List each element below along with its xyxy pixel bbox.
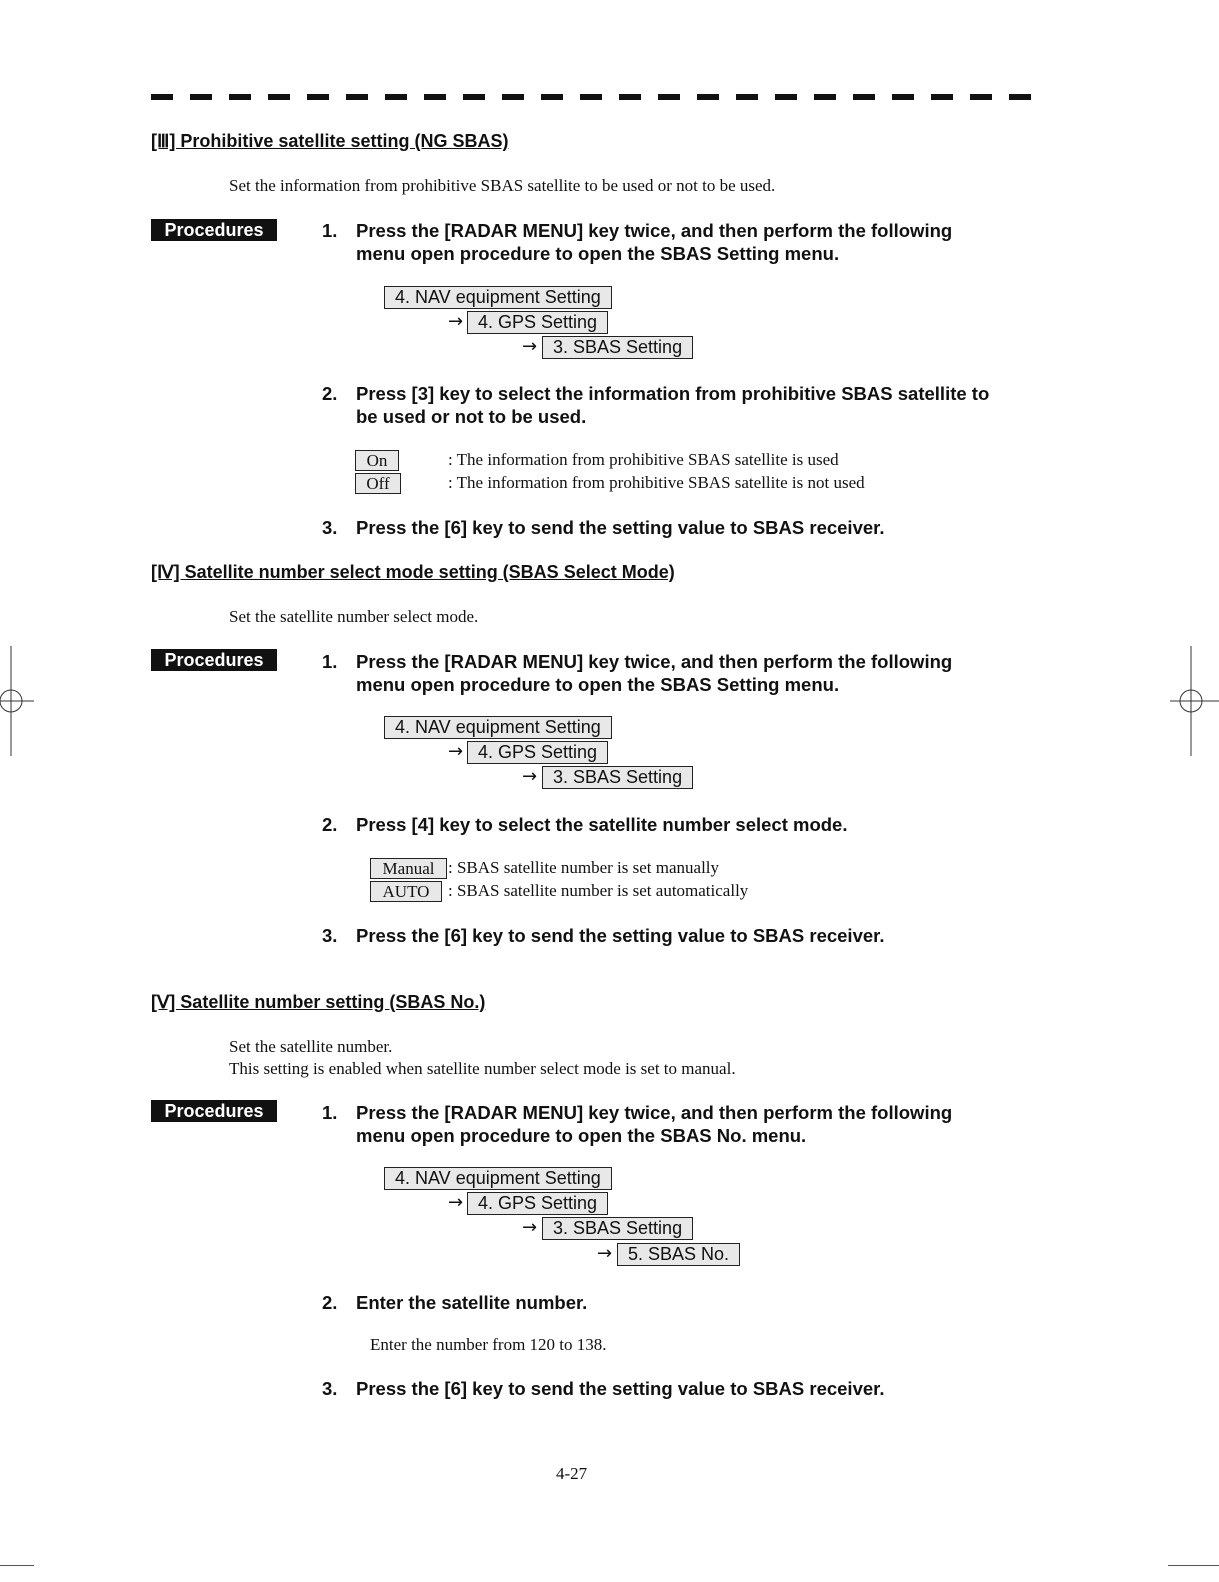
arrow-icon: → xyxy=(522,1217,538,1238)
step-text: Press the [RADAR MENU] key twice, and then perform the following xyxy=(356,220,953,241)
section-description: Set the satellite number. xyxy=(229,1037,393,1056)
step-number: 3. xyxy=(322,517,338,538)
menu-box-nav-equipment: 4. NAV equipment Setting xyxy=(384,1167,612,1190)
step-text: Press the [6] key to send the setting value to SBAS receiver. xyxy=(356,517,885,538)
registration-mark-left xyxy=(0,646,36,756)
crop-mark-bottom-right xyxy=(1168,1565,1219,1566)
menu-box-sbas-setting: 3. SBAS Setting xyxy=(542,766,693,789)
option-description: : SBAS satellite number is set manually xyxy=(448,858,720,877)
option-description: : SBAS satellite number is set automatically xyxy=(448,881,749,900)
procedure-step xyxy=(322,219,1042,265)
step-text: Press the [6] key to send the setting value to SBAS receiver. xyxy=(356,925,885,946)
arrow-icon: → xyxy=(448,1192,464,1213)
step-text: Press [3] key to select the information from prohibitive SBAS satellite to xyxy=(356,383,990,404)
top-dashed-divider xyxy=(151,94,1031,100)
procedure-step xyxy=(322,813,1042,836)
step-text: be used or not to be used. xyxy=(356,406,587,427)
crop-mark-bottom-left xyxy=(0,1565,34,1566)
section-heading: [Ⅴ] Satellite number setting (SBAS No.) xyxy=(151,992,486,1012)
arrow-icon: → xyxy=(597,1243,613,1264)
menu-box-gps-setting: 4. GPS Setting xyxy=(467,1192,608,1215)
arrow-icon: → xyxy=(522,766,538,787)
step-text: Enter the satellite number. xyxy=(356,1292,588,1313)
arrow-icon: → xyxy=(448,311,464,332)
procedure-step xyxy=(322,382,1042,428)
step-text: menu open procedure to open the SBAS No. menu. xyxy=(356,1125,807,1146)
option-box-on: On xyxy=(355,450,399,471)
section-heading: [Ⅳ] Satellite number select mode setting (SBAS Select Mode) xyxy=(151,562,675,582)
menu-box-sbas-no: 5. SBAS No. xyxy=(617,1243,740,1266)
step-text: Press the [RADAR MENU] key twice, and then perform the following xyxy=(356,1102,953,1123)
procedures-badge: Procedures xyxy=(151,1100,277,1122)
procedure-step xyxy=(322,1377,1042,1400)
procedure-step xyxy=(322,1101,1042,1147)
procedure-step xyxy=(322,516,1042,539)
step-number: 3. xyxy=(322,925,338,946)
procedure-step xyxy=(322,650,1042,696)
step-number: 1. xyxy=(322,220,338,241)
page-number: 4-27 xyxy=(556,1464,588,1483)
menu-box-gps-setting: 4. GPS Setting xyxy=(467,741,608,764)
menu-box-gps-setting: 4. GPS Setting xyxy=(467,311,608,334)
procedure-step xyxy=(322,1291,1042,1314)
registration-mark-right xyxy=(1168,646,1219,756)
menu-box-nav-equipment: 4. NAV equipment Setting xyxy=(384,716,612,739)
step-number: 2. xyxy=(322,814,338,835)
option-box-manual: Manual xyxy=(370,858,447,879)
section-description: Set the information from prohibitive SBAS satellite to be used or not to be used. xyxy=(229,176,776,195)
section-description: This setting is enabled when satellite number select mode is set to manual. xyxy=(229,1059,736,1078)
arrow-icon: → xyxy=(448,741,464,762)
procedure-step xyxy=(322,924,1042,947)
step-text: Press [4] key to select the satellite number select mode. xyxy=(356,814,848,835)
arrow-icon: → xyxy=(522,336,538,357)
step-number: 1. xyxy=(322,1102,338,1123)
menu-box-sbas-setting: 3. SBAS Setting xyxy=(542,336,693,359)
section-description: Set the satellite number select mode. xyxy=(229,607,479,626)
step-text: menu open procedure to open the SBAS Setting menu. xyxy=(356,243,840,264)
procedures-badge: Procedures xyxy=(151,649,277,671)
step-number: 1. xyxy=(322,651,338,672)
step-text: menu open procedure to open the SBAS Setting menu. xyxy=(356,674,840,695)
option-box-auto: AUTO xyxy=(370,881,442,902)
step-text: Press the [6] key to send the setting value to SBAS receiver. xyxy=(356,1378,885,1399)
step-note: Enter the number from 120 to 138. xyxy=(370,1335,607,1354)
section-heading: [Ⅲ] Prohibitive satellite setting (NG SBAS) xyxy=(151,131,509,151)
option-description: : The information from prohibitive SBAS satellite is not used xyxy=(448,473,865,492)
menu-box-sbas-setting: 3. SBAS Setting xyxy=(542,1217,693,1240)
step-number: 3. xyxy=(322,1378,338,1399)
option-box-off: Off xyxy=(355,473,401,494)
option-description: : The information from prohibitive SBAS satellite is used xyxy=(448,450,839,469)
step-number: 2. xyxy=(322,383,338,404)
step-number: 2. xyxy=(322,1292,338,1313)
menu-box-nav-equipment: 4. NAV equipment Setting xyxy=(384,286,612,309)
step-text: Press the [RADAR MENU] key twice, and then perform the following xyxy=(356,651,953,672)
procedures-badge: Procedures xyxy=(151,219,277,241)
